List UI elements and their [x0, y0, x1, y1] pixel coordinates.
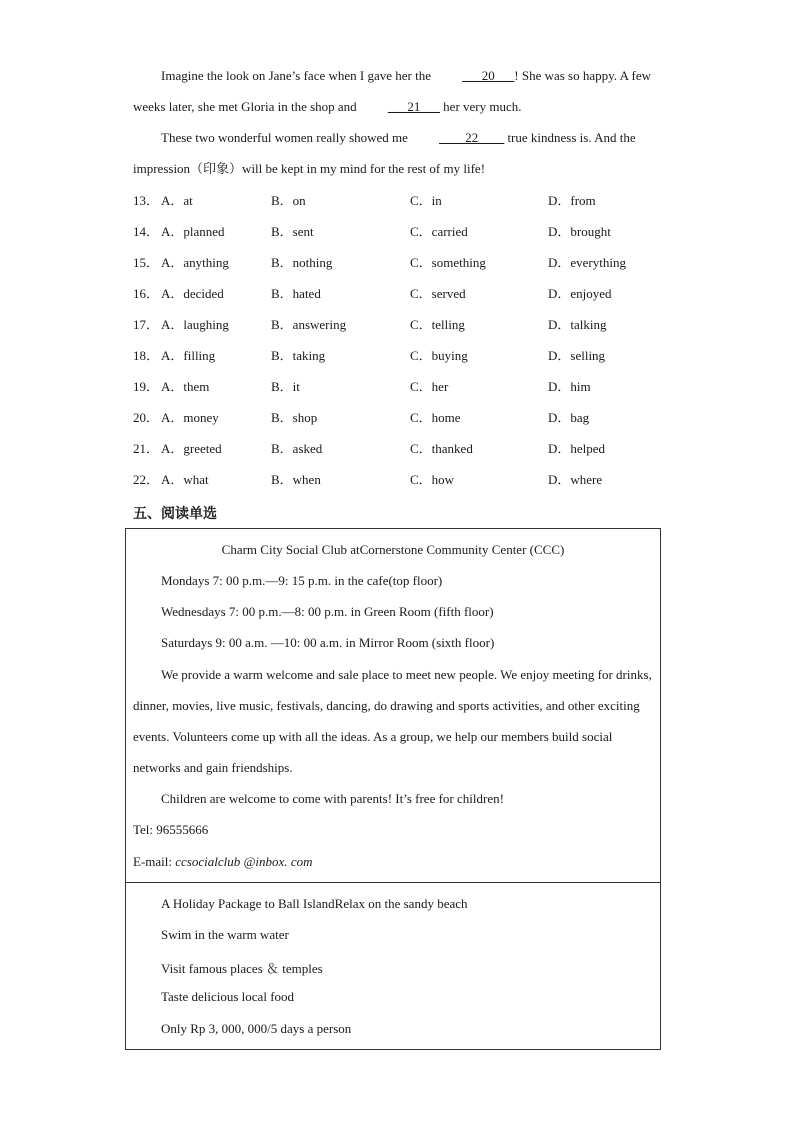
option-d: D．from [548, 193, 596, 208]
question-row [133, 407, 673, 438]
passage-text: These two wonderful women really showed me [161, 130, 412, 145]
option-a: A．them [161, 379, 210, 394]
question-number: 14． [133, 224, 160, 239]
passage-text: true kindness is. And the impression（印象）will be kept in my mind for the rest of my life! [133, 130, 636, 176]
option-d: D．everything [548, 255, 626, 270]
option-d: D．where [548, 472, 603, 487]
passage-paragraph-1 [133, 60, 653, 122]
blank-20: ___20___ [462, 68, 515, 83]
option-c: C．something [410, 255, 486, 270]
club-tel: Tel: 96555666 [133, 822, 209, 837]
option-c: C．carried [410, 224, 468, 239]
holiday-line-swim: Swim in the warm water [161, 927, 289, 942]
holiday-line-food: Taste delicious local food [161, 989, 295, 1004]
question-row [133, 221, 673, 252]
option-c: C．home [410, 410, 461, 425]
question-number: 18． [133, 348, 160, 363]
question-row [133, 376, 673, 407]
option-a: A．laughing [161, 317, 229, 332]
option-c: C．in [410, 193, 442, 208]
holiday-line-price: Only Rp 3, 000, 000/5 days a person [161, 1021, 352, 1036]
question-number: 16． [133, 286, 160, 301]
option-b: B．nothing [271, 255, 333, 270]
option-d: D．selling [548, 348, 606, 363]
children-note: Children are welcome to come with parents! It’s free for children! [161, 791, 504, 806]
passage-paragraph-2 [133, 122, 653, 184]
option-b: B．answering [271, 317, 347, 332]
question-number: 21． [133, 441, 160, 456]
option-c: C．how [410, 472, 455, 487]
club-email [133, 854, 312, 870]
schedule-text: Mondays 7: 00 p.m.—9: 15 p.m. in the cafe(top floor) [161, 573, 443, 588]
schedule-saturday [161, 635, 494, 651]
holiday-line-title: A Holiday Package to Ball IslandRelax on the sandy beach [161, 896, 468, 911]
passage-text: ! She was so happy. A few weeks later, she met Gloria in the shop and [133, 68, 651, 114]
question-row [133, 469, 673, 500]
blank-21: ___21___ [387, 99, 440, 114]
question-row [133, 252, 673, 283]
option-a: A．anything [161, 255, 229, 270]
option-a: A．money [161, 410, 219, 425]
option-b: B．on [271, 193, 306, 208]
option-d: D．brought [548, 224, 611, 239]
option-a: A．what [161, 472, 209, 487]
option-d: D．enjoyed [548, 286, 612, 301]
club-description: We provide a warm welcome and sale place to meet new people. We enjoy meeting for drinks, dinner, movies, live music, festivals, dancing, do drawing and sports activities, and other exciting events. Volunteers come up with all the ideas. As a group, we help our members build social networks and gain friendships. [133, 667, 652, 775]
option-a: A．at [161, 193, 193, 208]
option-b: B．asked [271, 441, 323, 456]
option-c: C．her [410, 379, 449, 394]
option-d: D．helped [548, 441, 606, 456]
question-number: 17． [133, 317, 160, 332]
question-row [133, 438, 673, 469]
question-row [133, 345, 673, 376]
question-row [133, 283, 673, 314]
passage-text: her very much. [439, 99, 522, 114]
section-title: 五、阅读单选 [133, 506, 217, 522]
option-a: A．greeted [161, 441, 222, 456]
option-b: B．shop [271, 410, 318, 425]
schedule-wednesday [161, 604, 494, 620]
question-number: 20． [133, 410, 160, 425]
option-b: B．when [271, 472, 321, 487]
option-a: A．filling [161, 348, 216, 363]
email-value: ccsocialclub @inbox. com [175, 854, 313, 869]
option-d: D．talking [548, 317, 607, 332]
question-row [133, 314, 673, 345]
email-label: E-mail: [133, 854, 176, 869]
option-d: D．him [548, 379, 591, 394]
holiday-package-box [125, 882, 661, 1050]
holiday-line-visit: Visit famous places ＆ temples [161, 961, 323, 976]
option-d: D．bag [548, 410, 590, 425]
option-b: B．taking [271, 348, 326, 363]
question-number: 15． [133, 255, 160, 270]
question-number: 19． [133, 379, 160, 394]
option-c: C．buying [410, 348, 468, 363]
blank-22: ____22____ [439, 130, 505, 145]
option-c: C．thanked [410, 441, 473, 456]
question-row [133, 190, 673, 221]
passage-text: Imagine the look on Jane’s face when I gave her the [161, 68, 435, 83]
option-c: C．served [410, 286, 466, 301]
schedule-text: Saturdays 9: 00 a.m. —10: 00 a.m. in Mirror Room (sixth floor) [161, 635, 495, 650]
option-a: A．planned [161, 224, 225, 239]
schedule-text: Wednesdays 7: 00 p.m.—8: 00 p.m. in Green Room (fifth floor) [161, 604, 494, 619]
option-c: C．telling [410, 317, 465, 332]
option-b: B．hated [271, 286, 321, 301]
club-title: Charm City Social Club atCornerstone Community Center (CCC) [221, 542, 565, 557]
club-notice-box [125, 528, 661, 883]
question-number: 13． [133, 193, 160, 208]
option-b: B．sent [271, 224, 314, 239]
schedule-monday [161, 573, 442, 589]
question-number: 22． [133, 472, 160, 487]
option-a: A．decided [161, 286, 224, 301]
option-b: B．it [271, 379, 300, 394]
